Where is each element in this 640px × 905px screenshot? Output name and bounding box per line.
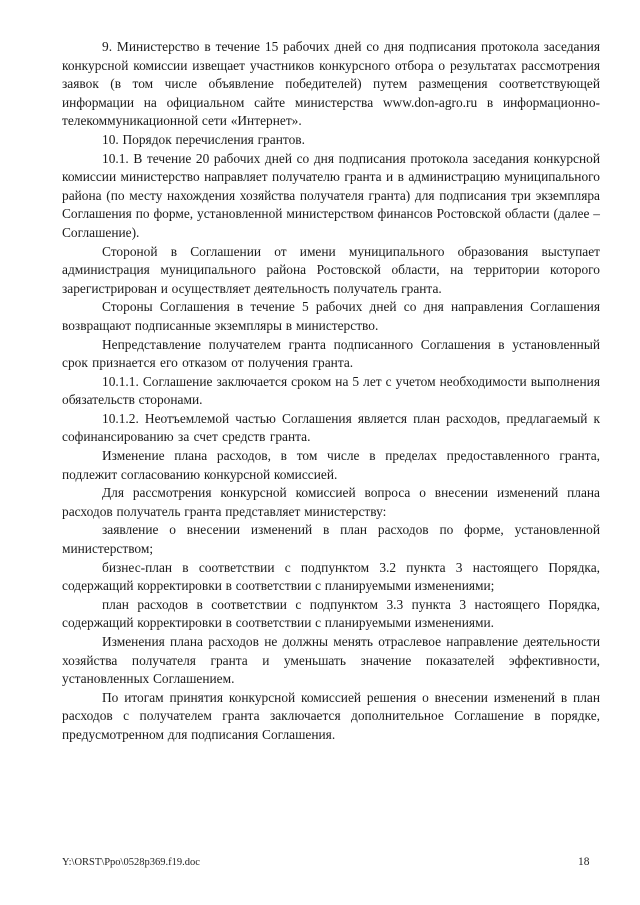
paragraph-plan-change: Изменение плана расходов, в том числе в пределах предоставленного гранта, подлежит согласованию конкурсной комиссией. [62, 448, 600, 482]
page-number: 18 [578, 856, 590, 868]
paragraph-10-1: 10.1. В течение 20 рабочих дней со дня подписания протокола заседания конкурсной комиссии министерство направляет получателю гранта и в администрацию муниципального района (по месту нахождения хозяйства получателя гранта) для подписания три экземпляра Соглашения по форме, установленной министерством финансов Ростовской области (далее – Соглашение). [62, 150, 600, 240]
paragraph-9: 9. Министерство в течение 15 рабочих дней со дня подписания протокола заседания конкурсной комиссии извещает участников конкурсного отбора о результатах рассмотрения заявок (в том числе объявление победителей) путем размещения соответствующей информации на официальном сайте министерства www.don-agro.ru в информационно-телекоммуникационной сети «Интернет». [62, 39, 600, 129]
paragraph-return-copies: Стороны Соглашения в течение 5 рабочих дней со дня направления Соглашения возвращают подписанные экземпляры в министерство. [62, 299, 600, 333]
paragraph-plan-review: Для рассмотрения конкурсной комиссией вопроса о внесении изменений плана расходов получатель гранта представляет министерству: [62, 485, 600, 519]
paragraph-application: заявление о внесении изменений в план расходов по форме, установленной министерством; [62, 522, 600, 557]
paragraph-plan-limits: Изменения плана расходов не должны менять отраслевое направление деятельности хозяйства получателя гранта и уменьшать значение показателей эффективности, установленных Соглашением. [62, 634, 600, 687]
document-body [62, 38, 600, 745]
paragraph-business-plan: бизнес-план в соответствии с подпунктом 3.2 пункта 3 настоящего Порядка, содержащий корректировки в соответствии с планируемыми изменениями; [62, 559, 600, 594]
footer-file-path: Y:\ORST\Ppo\0528p369.f19.doc [62, 857, 200, 868]
paragraph-expense-plan: план расходов в соответствии с подпунктом 3.3 пункта 3 настоящего Порядка, содержащий корректировки в соответствии с планируемыми изменениями. [62, 596, 600, 631]
paragraph-10-1-2: 10.1.2. Неотъемлемой частью Соглашения является план расходов, предлагаемый к софинансированию за счет средств гранта. [62, 410, 600, 445]
paragraph-10-1-1: 10.1.1. Соглашение заключается сроком на 5 лет с учетом необходимости выполнения обязательств сторонами. [62, 373, 600, 408]
paragraph-party-side: Стороной в Соглашении от имени муниципального образования выступает администрация муниципального района Ростовской области, на территории которого зарегистрирован и осуществляет деятельность получатель гранта. [62, 243, 600, 296]
paragraph-additional-agreement: По итогам принятия конкурсной комиссией решения о внесении изменений в план расходов с получателем гранта заключается дополнительное Соглашение в порядке, предусмотренном для подписания Соглашения. [62, 689, 600, 742]
paragraph-non-submission: Непредставление получателем гранта подписанного Соглашения в установленный срок признается его отказом от получения гранта. [62, 336, 600, 371]
paragraph-10-heading: 10. Порядок перечисления грантов. [102, 131, 305, 147]
